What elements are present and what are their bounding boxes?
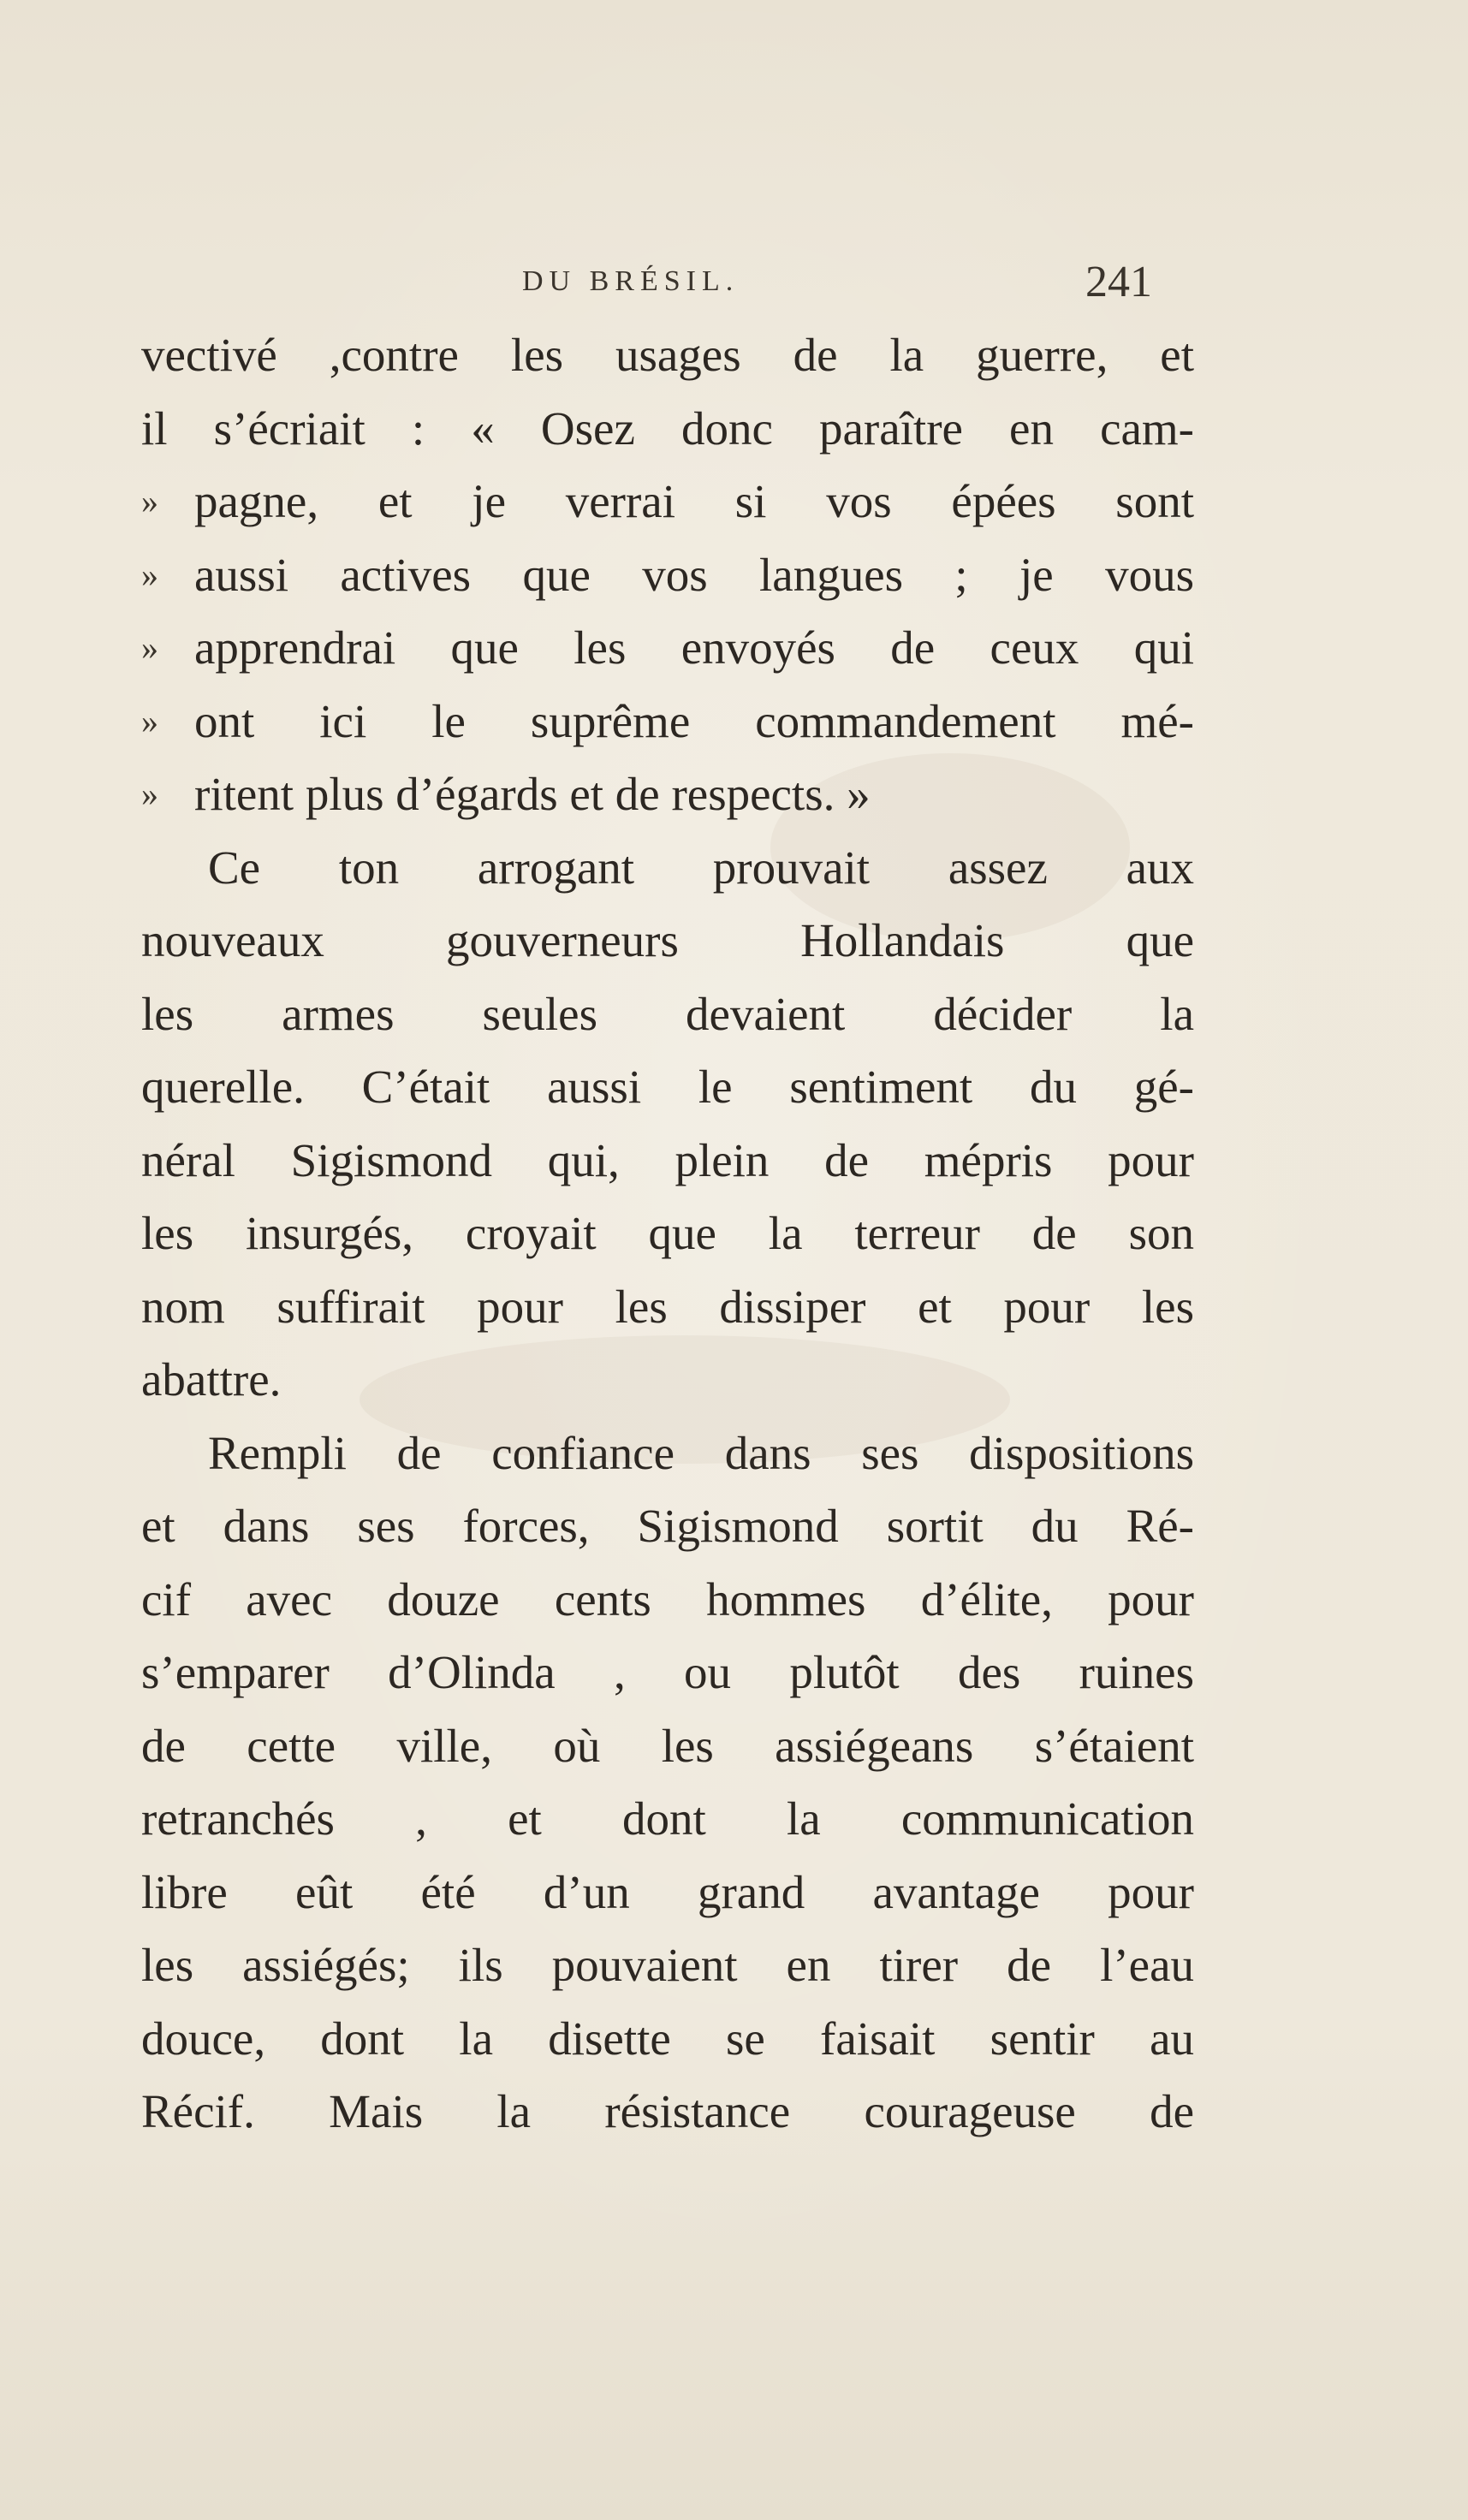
line-text: ont ici le suprême commandement mé-	[194, 694, 1194, 747]
line-text: apprendrai que les envoyés de ceux qui	[194, 621, 1194, 674]
line-text: et dans ses forces, Sigismond sortit du Ré-	[141, 1500, 1194, 1552]
text-line	[141, 1050, 1194, 1124]
text-line	[141, 1343, 1194, 1417]
text-line	[141, 1417, 1194, 1490]
text-line	[141, 611, 1194, 685]
line-text: de cette ville, où les assiégeans s’étaient	[141, 1719, 1194, 1772]
quote-mark: »	[141, 701, 158, 740]
line-text: néral Sigismond qui, plein de mépris pour	[141, 1133, 1194, 1186]
text-line	[141, 465, 1194, 538]
quote-mark: »	[141, 482, 158, 520]
line-text: nom suffirait pour les dissiper et pour les	[141, 1280, 1194, 1333]
text-line	[141, 318, 1194, 392]
page-number: 241	[1085, 258, 1152, 306]
text-line	[141, 904, 1194, 978]
text-line	[141, 1782, 1194, 1856]
text-line	[141, 392, 1194, 466]
text-line	[141, 1197, 1194, 1270]
line-text: abattre.	[141, 1353, 282, 1406]
quote-mark: »	[141, 555, 158, 594]
text-line	[141, 2002, 1194, 2076]
text-line	[141, 831, 1194, 905]
text-line	[141, 1563, 1194, 1637]
line-text: pagne, et je verrai si vos épées sont	[194, 475, 1194, 527]
page-header	[0, 257, 1468, 308]
text-line	[141, 1636, 1194, 1709]
line-text: douce, dont la disette se faisait sentir au	[141, 2012, 1194, 2065]
line-text: il s’écriait : « Osez donc paraître en cam-	[141, 401, 1194, 455]
text-line	[141, 758, 1194, 831]
line-text: Récif. Mais la résistance courageuse de	[141, 2085, 1194, 2137]
line-text: s’emparer d’Olinda , ou plutôt des ruines	[141, 1646, 1194, 1698]
text-line	[141, 1709, 1194, 1783]
quote-mark: »	[141, 775, 158, 813]
text-line	[141, 978, 1194, 1051]
text-line	[141, 1124, 1194, 1198]
text-line	[141, 1856, 1194, 1929]
line-text: ritent plus d’égards et de respects. »	[194, 768, 871, 820]
text-line	[141, 2075, 1194, 2149]
line-text: les assiégés; ils pouvaient en tirer de l’eau	[141, 1939, 1194, 1991]
text-line	[141, 1929, 1194, 2002]
quote-mark: »	[141, 628, 158, 667]
line-text: Ce ton arrogant prouvait assez aux	[208, 841, 1194, 894]
running-head: DU BRÉSIL.	[522, 265, 740, 297]
line-text: aussi actives que vos langues ; je vous	[194, 548, 1194, 601]
line-text: Rempli de confiance dans ses dispositions	[208, 1426, 1194, 1479]
body-text	[141, 318, 1194, 2149]
line-text: les armes seules devaient décider la	[141, 987, 1194, 1040]
line-text: retranchés , et dont la communication	[141, 1792, 1194, 1845]
line-text: les insurgés, croyait que la terreur de son	[141, 1207, 1194, 1259]
line-text: libre eût été d’un grand avantage pour	[141, 1865, 1194, 1918]
text-line	[141, 685, 1194, 758]
line-text: nouveaux gouverneurs Hollandais que	[141, 914, 1194, 966]
text-line	[141, 1489, 1194, 1563]
line-text: querelle. C’était aussi le sentiment du gé-	[141, 1061, 1194, 1113]
text-line	[141, 1270, 1194, 1344]
line-text: vectivé ,contre les usages de la guerre, et	[141, 329, 1194, 381]
line-text: cif avec douze cents hommes d’élite, pour	[141, 1572, 1194, 1626]
text-line	[141, 538, 1194, 612]
